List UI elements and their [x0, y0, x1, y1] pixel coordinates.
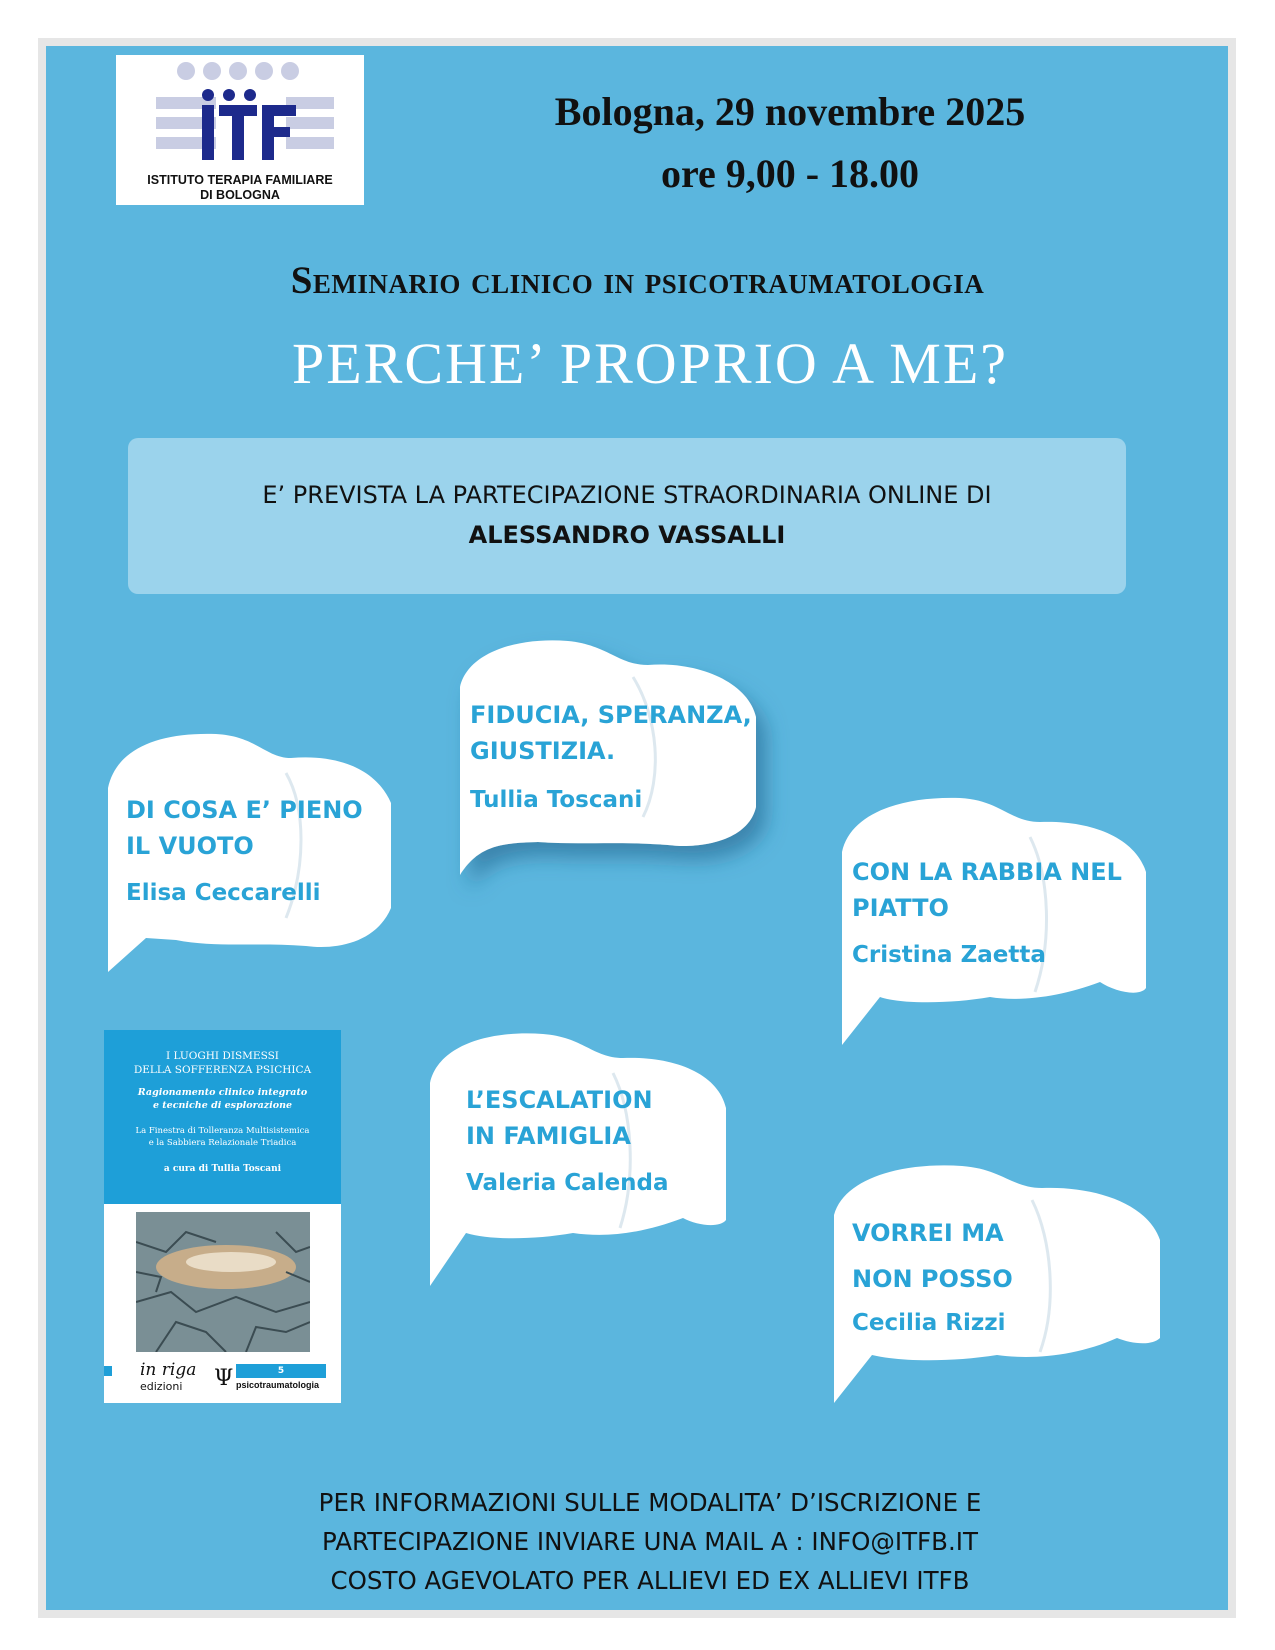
talk-speaker: Elisa Ceccarelli: [126, 880, 321, 906]
talk-speaker: Cecilia Rizzi: [852, 1310, 1006, 1336]
talk-title-line-2: NON POSSO: [852, 1265, 1013, 1293]
book-accent-mark: [104, 1366, 112, 1376]
talk-title-line-2: IL VUOTO: [126, 832, 254, 860]
talk-bubble-3: [840, 792, 1148, 1047]
talk-title-line-2: IN FAMIGLIA: [466, 1122, 631, 1150]
talk-title-line-2: GIUSTIZIA.: [470, 737, 616, 765]
book-subtitle-line-1: Ragionamento clinico integrato: [137, 1087, 308, 1098]
talk-title-line-1: VORREI MA: [852, 1219, 1004, 1247]
logo-text-line-1: ISTITUTO TERAPIA FAMILIARE: [147, 173, 333, 187]
talk-speaker: Valeria Calenda: [466, 1170, 669, 1196]
book-description-line-1: La Finestra di Tolleranza Multisistemica: [135, 1126, 310, 1136]
notice-text: E’ PREVISTA LA PARTECIPAZIONE STRAORDINARIA ONLINE DI: [262, 481, 992, 509]
series-name: psicotraumatologia: [236, 1380, 320, 1390]
footer-info-line-2: PARTECIPAZIONE INVIARE UNA MAIL A : INFO@ITFB.IT: [322, 1527, 978, 1556]
event-time: ore 9,00 - 18.00: [660, 151, 920, 196]
itf-logo: [116, 55, 364, 205]
psi-symbol: Ψ: [214, 1366, 234, 1391]
talk-speaker: Cristina Zaetta: [852, 942, 1046, 968]
book-subtitle-line-2: e tecniche di esplorazione: [152, 1100, 293, 1111]
talk-bubble-4: [428, 1028, 728, 1288]
footer-info-line-3: COSTO AGEVOLATO PER ALLIEVI ED EX ALLIEVI ITFB: [330, 1566, 970, 1595]
talk-title-line-1: DI COSA E’ PIENO: [126, 796, 363, 824]
publisher-name: in riga: [140, 1360, 197, 1380]
talk-title-line-1: FIDUCIA, SPERANZA,: [470, 701, 752, 729]
logo-text-line-2: DI BOLOGNA: [200, 188, 280, 202]
talk-title-line-2: PIATTO: [852, 894, 949, 922]
book-cover-header: [104, 1030, 341, 1204]
series-number: 5: [236, 1364, 326, 1378]
book-editor: a cura di Tullia Toscani: [163, 1164, 282, 1174]
talk-title-line-1: CON LA RABBIA NEL: [852, 858, 1122, 886]
special-guest-notice: [128, 438, 1126, 594]
talk-bubble-2: [458, 637, 763, 877]
talk-bubble-5: [832, 1160, 1162, 1405]
book-cover: [104, 1030, 341, 1403]
guest-name: ALESSANDRO VASSALLI: [468, 521, 786, 549]
talk-bubble-1: [106, 728, 396, 973]
publisher-subtitle: edizioni: [140, 1380, 183, 1393]
talk-title-line-1: L’ESCALATION: [466, 1086, 653, 1114]
seminar-title: PERCHE’ PROPRIO A ME?: [291, 331, 1009, 396]
book-title-line-1: I LUOGHI DISMESSI: [166, 1050, 279, 1062]
footer-info-line-1: PER INFORMAZIONI SULLE MODALITA’ D’ISCRIZIONE E: [318, 1488, 982, 1517]
book-description-line-2: e la Sabbiera Relazionale Triadica: [148, 1138, 297, 1148]
seminar-subtitle: Seminario clinico in psicotraumatologia: [290, 259, 985, 302]
book-cover-image: [136, 1212, 310, 1352]
event-date: Bologna, 29 novembre 2025: [554, 89, 1026, 134]
speech-bubble-shape: [428, 1028, 728, 1288]
talk-speaker: Tullia Toscani: [470, 787, 643, 813]
book-title-line-2: DELLA SOFFERENZA PSICHICA: [133, 1064, 312, 1076]
